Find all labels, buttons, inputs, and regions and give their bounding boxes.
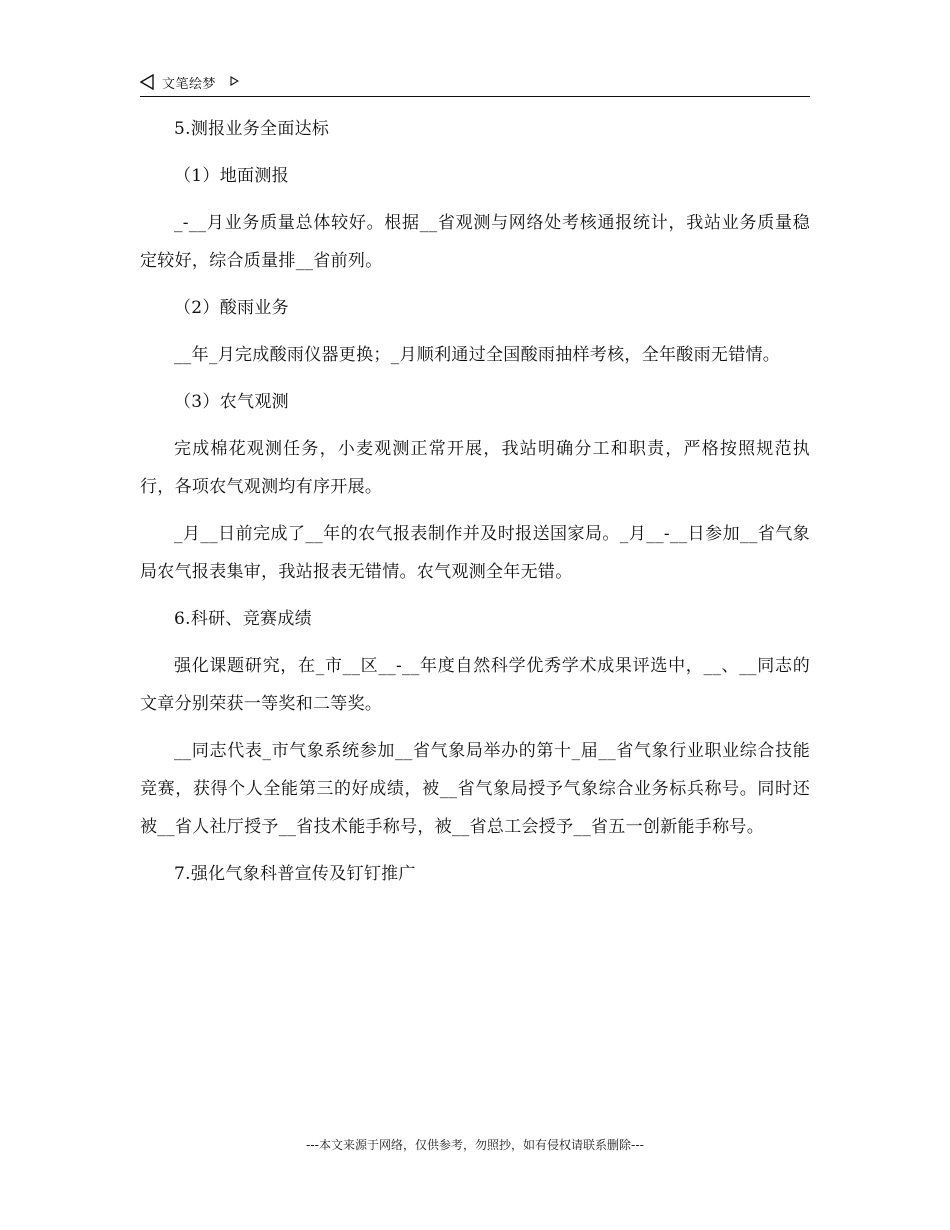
paragraph: _月__日前完成了__年的农气报表制作并及时报送国家局。_月__-__日参加__省气象局农气报表集审，我站报表无错情。农气观测全年无错。 bbox=[140, 524, 810, 582]
section-heading-7: 7.强化气象科普宣传及钉钉推广 bbox=[174, 864, 416, 884]
page-footer-disclaimer: ---本文来源于网络，仅供参考，勿照抄，如有侵权请联系删除--- bbox=[306, 1138, 644, 1152]
document-body bbox=[140, 110, 810, 902]
section-heading-6: 6.科研、竞赛成绩 bbox=[174, 609, 312, 629]
subheading-ground-observation: （1）地面测报 bbox=[174, 166, 289, 186]
triangle-left-icon bbox=[140, 74, 154, 90]
subheading-agro-observation: （3）农气观测 bbox=[174, 392, 289, 412]
paragraph: _-__月业务质量总体较好。根据__省观测与网络处考核通报统计，我站业务质量稳定较好，综合质量排__省前列。 bbox=[140, 213, 810, 271]
paragraph: __同志代表_市气象系统参加__省气象局举办的第十_届__省气象行业职业综合技能竞赛，获得个人全能第三的好成绩，被__省气象局授予气象综合业务标兵称号。同时还被__省人社厅授予__省技术能手称号，被__省总工会授予__省五一创新能手称号。 bbox=[140, 741, 810, 837]
paragraph: 强化课题研究，在_市__区__-__年度自然科学优秀学术成果评选中，__、__同志的文章分别荣获一等奖和二等奖。 bbox=[140, 656, 810, 714]
paragraph: __年_月完成酸雨仪器更换；_月顺利通过全国酸雨抽样考核，全年酸雨无错情。 bbox=[174, 345, 781, 365]
triangle-right-icon bbox=[230, 76, 239, 86]
header-brand: 文笔绘梦 bbox=[162, 77, 217, 92]
paragraph: 完成棉花观测任务，小麦观测正常开展，我站明确分工和职责，严格按照规范执行，各项农气观测均有序开展。 bbox=[140, 439, 810, 497]
section-heading-5: 5.测报业务全面达标 bbox=[174, 119, 330, 139]
subheading-acid-rain: （2）酸雨业务 bbox=[174, 298, 289, 318]
page-header bbox=[140, 70, 810, 97]
